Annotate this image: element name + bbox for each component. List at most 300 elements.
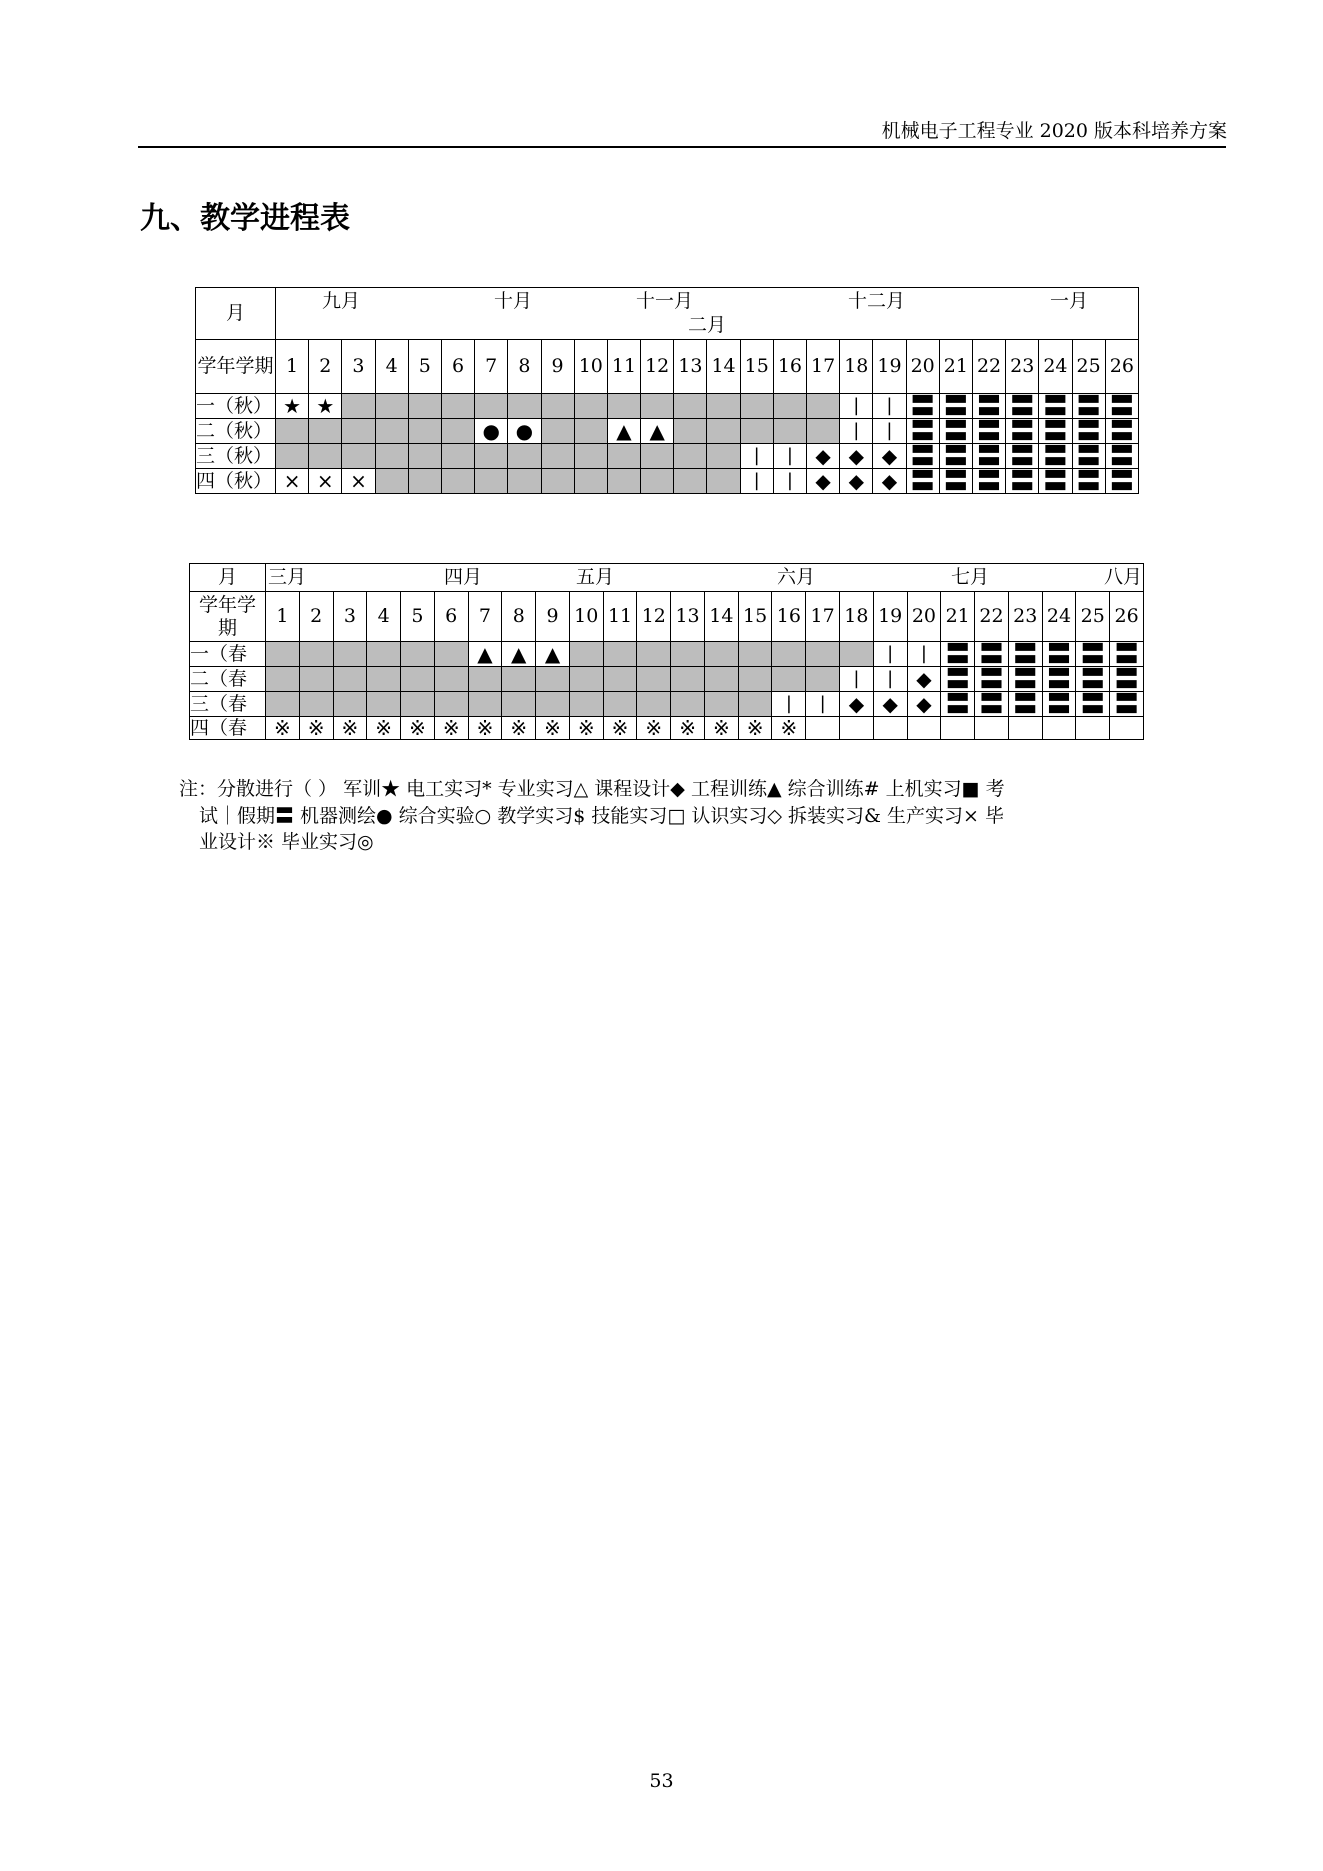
teaching-week-cell bbox=[603, 692, 637, 717]
week-number: 4 bbox=[375, 340, 408, 394]
week-number: 16 bbox=[773, 340, 806, 394]
vacation-mark: 〓 bbox=[972, 469, 1005, 494]
week-number: 9 bbox=[536, 592, 570, 642]
month-oct: 十月 bbox=[494, 290, 533, 312]
week-number: 7 bbox=[475, 340, 508, 394]
vacation-mark: 〓 bbox=[975, 692, 1009, 717]
teaching-week-cell bbox=[299, 692, 333, 717]
teaching-week-cell bbox=[574, 394, 607, 419]
teaching-week-cell bbox=[574, 469, 607, 494]
activity-mark: ◆ bbox=[840, 692, 874, 717]
empty-cell bbox=[1042, 717, 1076, 740]
week-number: 9 bbox=[541, 340, 574, 394]
vacation-mark: 〓 bbox=[1076, 692, 1110, 717]
term-label: 二（秋） bbox=[196, 419, 276, 444]
legend-line: 业设计※ 毕业实习◎ bbox=[199, 831, 374, 853]
teaching-week-cell bbox=[707, 419, 740, 444]
teaching-week-cell bbox=[536, 667, 570, 692]
week-number: 17 bbox=[806, 592, 840, 642]
exam-mark: | bbox=[840, 667, 874, 692]
month-feb: 二月 bbox=[688, 314, 727, 336]
legend-line: 注：分散进行（ ） 军训★ 电工实习* 专业实习△ 课程设计◆ 工程训练▲ 综合训练# 上机实习■ 考 bbox=[179, 778, 1005, 800]
empty-cell bbox=[1008, 717, 1042, 740]
week-number: 3 bbox=[342, 340, 375, 394]
vacation-mark: 〓 bbox=[972, 394, 1005, 419]
legend-line: 试｜假期〓 机器测绘● 综合实验○ 教学实习$ 技能实习□ 认识实习◇ 拆装实习& 生产实习× 毕 bbox=[199, 804, 1004, 827]
vacation-mark: 〓 bbox=[1039, 469, 1072, 494]
activity-mark: ※ bbox=[434, 717, 468, 740]
week-number: 4 bbox=[367, 592, 401, 642]
week-number: 15 bbox=[740, 340, 773, 394]
month-jul: 七月 bbox=[951, 566, 990, 588]
week-number: 26 bbox=[1105, 340, 1138, 394]
month-may: 五月 bbox=[576, 566, 615, 588]
week-number: 12 bbox=[641, 340, 674, 394]
activity-mark: ※ bbox=[671, 717, 705, 740]
week-number: 14 bbox=[704, 592, 738, 642]
teaching-week-cell bbox=[707, 394, 740, 419]
activity-mark: × bbox=[309, 469, 342, 494]
vacation-mark: 〓 bbox=[1076, 642, 1110, 667]
activity-mark: ※ bbox=[333, 717, 367, 740]
section-title: 九、教学进程表 bbox=[140, 201, 350, 236]
teaching-week-cell bbox=[408, 469, 441, 494]
week-number: 21 bbox=[941, 592, 975, 642]
activity-mark: ※ bbox=[536, 717, 570, 740]
teaching-week-cell bbox=[375, 469, 408, 494]
vacation-mark: 〓 bbox=[906, 444, 939, 469]
week-number: 19 bbox=[873, 592, 907, 642]
activity-mark: ※ bbox=[401, 717, 435, 740]
vacation-mark: 〓 bbox=[906, 469, 939, 494]
exam-mark: | bbox=[907, 642, 941, 667]
teaching-week-cell bbox=[508, 444, 541, 469]
teaching-week-cell bbox=[704, 692, 738, 717]
empty-cell bbox=[975, 717, 1009, 740]
vacation-mark: 〓 bbox=[1039, 419, 1072, 444]
week-number: 5 bbox=[401, 592, 435, 642]
teaching-week-cell bbox=[607, 444, 640, 469]
month-mar: 三月 bbox=[268, 566, 307, 588]
teaching-week-cell bbox=[475, 444, 508, 469]
teaching-week-cell bbox=[569, 642, 603, 667]
activity-mark: ※ bbox=[367, 717, 401, 740]
teaching-week-cell bbox=[740, 394, 773, 419]
teaching-week-cell bbox=[603, 667, 637, 692]
teaching-week-cell bbox=[773, 394, 806, 419]
vacation-mark: 〓 bbox=[972, 419, 1005, 444]
term-row bbox=[196, 419, 1139, 444]
teaching-week-cell bbox=[401, 642, 435, 667]
teaching-week-cell bbox=[266, 692, 300, 717]
teaching-week-cell bbox=[408, 444, 441, 469]
activity-mark: ※ bbox=[603, 717, 637, 740]
week-number: 1 bbox=[276, 340, 309, 394]
teaching-week-cell bbox=[266, 642, 300, 667]
week-number: 6 bbox=[434, 592, 468, 642]
vacation-mark: 〓 bbox=[1039, 444, 1072, 469]
activity-mark: ★ bbox=[309, 394, 342, 419]
vacation-mark: 〓 bbox=[1008, 667, 1042, 692]
teaching-week-cell bbox=[641, 444, 674, 469]
week-number: 14 bbox=[707, 340, 740, 394]
week-number: 5 bbox=[408, 340, 441, 394]
week-number: 25 bbox=[1076, 592, 1110, 642]
vacation-mark: 〓 bbox=[1006, 469, 1039, 494]
empty-cell bbox=[873, 717, 907, 740]
activity-mark: ※ bbox=[502, 717, 536, 740]
activity-mark: ▲ bbox=[607, 419, 640, 444]
teaching-week-cell bbox=[671, 667, 705, 692]
exam-mark: | bbox=[873, 394, 906, 419]
term-header: 学年学期 bbox=[196, 340, 276, 394]
teaching-week-cell bbox=[299, 642, 333, 667]
teaching-week-cell bbox=[637, 667, 671, 692]
empty-cell bbox=[907, 717, 941, 740]
empty-cell bbox=[840, 717, 874, 740]
teaching-week-cell bbox=[434, 692, 468, 717]
teaching-week-cell bbox=[367, 692, 401, 717]
page-header: 机械电子工程专业 2020 版本科培养方案 bbox=[881, 120, 1227, 142]
teaching-week-cell bbox=[468, 692, 502, 717]
exam-mark: | bbox=[740, 469, 773, 494]
exam-mark: | bbox=[772, 692, 806, 717]
teaching-week-cell bbox=[401, 692, 435, 717]
activity-mark: ※ bbox=[468, 717, 502, 740]
activity-mark: ▲ bbox=[502, 642, 536, 667]
vacation-mark: 〓 bbox=[1105, 419, 1138, 444]
vacation-mark: 〓 bbox=[1076, 667, 1110, 692]
activity-mark: ★ bbox=[276, 394, 309, 419]
week-number: 21 bbox=[939, 340, 972, 394]
vacation-mark: 〓 bbox=[1039, 394, 1072, 419]
teaching-week-cell bbox=[508, 469, 541, 494]
teaching-week-cell bbox=[441, 419, 474, 444]
teaching-week-cell bbox=[536, 692, 570, 717]
week-number: 7 bbox=[468, 592, 502, 642]
week-number: 10 bbox=[574, 340, 607, 394]
vacation-mark: 〓 bbox=[1042, 667, 1076, 692]
week-number: 13 bbox=[674, 340, 707, 394]
vacation-mark: 〓 bbox=[1008, 692, 1042, 717]
legend-note bbox=[179, 776, 1139, 856]
teaching-week-cell bbox=[807, 394, 840, 419]
activity-mark: ※ bbox=[266, 717, 300, 740]
teaching-week-cell bbox=[641, 469, 674, 494]
teaching-week-cell bbox=[541, 419, 574, 444]
vacation-mark: 〓 bbox=[975, 642, 1009, 667]
teaching-week-cell bbox=[707, 469, 740, 494]
vacation-mark: 〓 bbox=[939, 394, 972, 419]
exam-mark: | bbox=[773, 469, 806, 494]
teaching-week-cell bbox=[375, 419, 408, 444]
week-number: 22 bbox=[972, 340, 1005, 394]
teaching-week-cell bbox=[574, 419, 607, 444]
month-jan: 一月 bbox=[1050, 290, 1089, 312]
vacation-mark: 〓 bbox=[1110, 692, 1144, 717]
vacation-mark: 〓 bbox=[1072, 394, 1105, 419]
month-sep: 九月 bbox=[322, 290, 361, 312]
term-row bbox=[196, 469, 1139, 494]
week-number: 24 bbox=[1039, 340, 1072, 394]
teaching-week-cell bbox=[375, 444, 408, 469]
teaching-week-cell bbox=[468, 667, 502, 692]
activity-mark: ◆ bbox=[873, 692, 907, 717]
header-rule bbox=[138, 146, 1226, 148]
week-number: 18 bbox=[840, 592, 874, 642]
term-label: 四（秋） bbox=[196, 469, 276, 494]
teaching-week-cell bbox=[569, 667, 603, 692]
teaching-week-cell bbox=[807, 419, 840, 444]
week-number: 26 bbox=[1110, 592, 1144, 642]
vacation-mark: 〓 bbox=[939, 419, 972, 444]
vacation-mark: 〓 bbox=[1072, 444, 1105, 469]
week-number: 16 bbox=[772, 592, 806, 642]
month-label: 月 bbox=[190, 564, 266, 592]
teaching-week-cell bbox=[637, 692, 671, 717]
spring-schedule-table bbox=[189, 563, 1144, 740]
vacation-mark: 〓 bbox=[1008, 642, 1042, 667]
vacation-mark: 〓 bbox=[1042, 642, 1076, 667]
teaching-week-cell bbox=[276, 419, 309, 444]
week-number: 3 bbox=[333, 592, 367, 642]
empty-cell bbox=[941, 717, 975, 740]
vacation-mark: 〓 bbox=[1105, 394, 1138, 419]
activity-mark: × bbox=[342, 469, 375, 494]
vacation-mark: 〓 bbox=[939, 444, 972, 469]
teaching-week-cell bbox=[333, 692, 367, 717]
month-nov: 十一月 bbox=[636, 290, 694, 312]
vacation-mark: 〓 bbox=[975, 667, 1009, 692]
teaching-week-cell bbox=[806, 667, 840, 692]
teaching-week-cell bbox=[266, 667, 300, 692]
teaching-week-cell bbox=[772, 667, 806, 692]
teaching-week-cell bbox=[342, 444, 375, 469]
teaching-week-cell bbox=[276, 444, 309, 469]
exam-mark: | bbox=[806, 692, 840, 717]
term-label: 三（秋） bbox=[196, 444, 276, 469]
vacation-mark: 〓 bbox=[1006, 394, 1039, 419]
vacation-mark: 〓 bbox=[906, 394, 939, 419]
teaching-week-cell bbox=[806, 642, 840, 667]
term-row bbox=[190, 667, 1144, 692]
vacation-mark: 〓 bbox=[941, 692, 975, 717]
teaching-week-cell bbox=[367, 642, 401, 667]
empty-cell bbox=[1076, 717, 1110, 740]
teaching-week-cell bbox=[541, 469, 574, 494]
exam-mark: | bbox=[840, 419, 873, 444]
week-number: 2 bbox=[309, 340, 342, 394]
teaching-week-cell bbox=[441, 394, 474, 419]
teaching-week-cell bbox=[541, 394, 574, 419]
exam-mark: | bbox=[873, 667, 907, 692]
teaching-week-cell bbox=[840, 642, 874, 667]
week-number: 15 bbox=[738, 592, 772, 642]
month-apr: 四月 bbox=[444, 566, 483, 588]
exam-mark: | bbox=[773, 444, 806, 469]
term-label: 二（春 bbox=[190, 667, 266, 692]
teaching-week-cell bbox=[333, 667, 367, 692]
teaching-week-cell bbox=[773, 419, 806, 444]
teaching-week-cell bbox=[574, 444, 607, 469]
teaching-week-cell bbox=[434, 667, 468, 692]
teaching-week-cell bbox=[707, 444, 740, 469]
vacation-mark: 〓 bbox=[1105, 469, 1138, 494]
week-number: 20 bbox=[907, 592, 941, 642]
week-number: 22 bbox=[975, 592, 1009, 642]
exam-mark: | bbox=[740, 444, 773, 469]
term-label: 一（秋） bbox=[196, 394, 276, 419]
vacation-mark: 〓 bbox=[972, 444, 1005, 469]
teaching-week-cell bbox=[740, 419, 773, 444]
week-number: 12 bbox=[637, 592, 671, 642]
teaching-week-cell bbox=[541, 444, 574, 469]
month-aug: 八月 bbox=[1104, 566, 1143, 588]
term-label: 三（春 bbox=[190, 692, 266, 717]
teaching-week-cell bbox=[671, 642, 705, 667]
teaching-week-cell bbox=[441, 469, 474, 494]
vacation-mark: 〓 bbox=[1072, 419, 1105, 444]
week-number: 11 bbox=[607, 340, 640, 394]
teaching-week-cell bbox=[401, 667, 435, 692]
empty-cell bbox=[1110, 717, 1144, 740]
teaching-week-cell bbox=[704, 642, 738, 667]
term-row bbox=[190, 642, 1144, 667]
week-number: 8 bbox=[508, 340, 541, 394]
week-number: 13 bbox=[671, 592, 705, 642]
activity-mark: ● bbox=[508, 419, 541, 444]
term-row bbox=[190, 717, 1144, 740]
exam-mark: | bbox=[840, 394, 873, 419]
term-header: 学年学期 bbox=[190, 592, 266, 642]
teaching-week-cell bbox=[637, 642, 671, 667]
vacation-mark: 〓 bbox=[1006, 444, 1039, 469]
teaching-week-cell bbox=[309, 444, 342, 469]
activity-mark: × bbox=[276, 469, 309, 494]
week-number: 10 bbox=[569, 592, 603, 642]
activity-mark: ▲ bbox=[536, 642, 570, 667]
vacation-mark: 〓 bbox=[1072, 469, 1105, 494]
activity-mark: ◆ bbox=[807, 444, 840, 469]
teaching-week-cell bbox=[607, 469, 640, 494]
teaching-week-cell bbox=[502, 692, 536, 717]
teaching-week-cell bbox=[475, 469, 508, 494]
teaching-week-cell bbox=[674, 444, 707, 469]
week-number: 1 bbox=[266, 592, 300, 642]
week-number: 11 bbox=[603, 592, 637, 642]
activity-mark: ◆ bbox=[873, 469, 906, 494]
week-number: 8 bbox=[502, 592, 536, 642]
month-header bbox=[266, 564, 1143, 591]
month-label: 月 bbox=[196, 288, 276, 340]
vacation-mark: 〓 bbox=[1110, 667, 1144, 692]
activity-mark: ◆ bbox=[907, 667, 941, 692]
vacation-mark: 〓 bbox=[1042, 692, 1076, 717]
teaching-week-cell bbox=[367, 667, 401, 692]
week-number: 17 bbox=[807, 340, 840, 394]
teaching-week-cell bbox=[441, 444, 474, 469]
vacation-mark: 〓 bbox=[906, 419, 939, 444]
vacation-mark: 〓 bbox=[1110, 642, 1144, 667]
teaching-week-cell bbox=[508, 394, 541, 419]
week-number: 18 bbox=[840, 340, 873, 394]
week-number: 6 bbox=[441, 340, 474, 394]
term-label: 四（春 bbox=[190, 717, 266, 740]
teaching-week-cell bbox=[738, 692, 772, 717]
teaching-week-cell bbox=[408, 419, 441, 444]
exam-mark: | bbox=[873, 419, 906, 444]
activity-mark: ※ bbox=[299, 717, 333, 740]
activity-mark: ● bbox=[475, 419, 508, 444]
activity-mark: ◆ bbox=[840, 469, 873, 494]
month-jun: 六月 bbox=[777, 566, 816, 588]
vacation-mark: 〓 bbox=[941, 642, 975, 667]
week-number: 24 bbox=[1042, 592, 1076, 642]
teaching-week-cell bbox=[674, 394, 707, 419]
vacation-mark: 〓 bbox=[939, 469, 972, 494]
teaching-week-cell bbox=[299, 667, 333, 692]
exam-mark: | bbox=[873, 642, 907, 667]
term-row bbox=[196, 394, 1139, 419]
teaching-week-cell bbox=[408, 394, 441, 419]
teaching-week-cell bbox=[603, 642, 637, 667]
week-number: 20 bbox=[906, 340, 939, 394]
vacation-mark: 〓 bbox=[1006, 419, 1039, 444]
vacation-mark: 〓 bbox=[1105, 444, 1138, 469]
activity-mark: ※ bbox=[569, 717, 603, 740]
week-number: 25 bbox=[1072, 340, 1105, 394]
activity-mark: ◆ bbox=[807, 469, 840, 494]
activity-mark: ◆ bbox=[873, 444, 906, 469]
teaching-week-cell bbox=[674, 469, 707, 494]
autumn-schedule-table bbox=[195, 287, 1139, 494]
teaching-week-cell bbox=[772, 642, 806, 667]
teaching-week-cell bbox=[704, 667, 738, 692]
teaching-week-cell bbox=[333, 642, 367, 667]
activity-mark: ※ bbox=[738, 717, 772, 740]
activity-mark: ▲ bbox=[641, 419, 674, 444]
teaching-week-cell bbox=[671, 692, 705, 717]
month-header bbox=[276, 288, 1138, 339]
month-dec: 十二月 bbox=[848, 290, 906, 312]
term-row bbox=[190, 692, 1144, 717]
teaching-week-cell bbox=[434, 642, 468, 667]
teaching-week-cell bbox=[641, 394, 674, 419]
activity-mark: ※ bbox=[637, 717, 671, 740]
week-number: 2 bbox=[299, 592, 333, 642]
teaching-week-cell bbox=[569, 692, 603, 717]
teaching-week-cell bbox=[738, 667, 772, 692]
teaching-week-cell bbox=[475, 394, 508, 419]
activity-mark: ▲ bbox=[468, 642, 502, 667]
teaching-week-cell bbox=[738, 642, 772, 667]
activity-mark: ◆ bbox=[907, 692, 941, 717]
week-number: 23 bbox=[1008, 592, 1042, 642]
teaching-week-cell bbox=[607, 394, 640, 419]
week-number: 19 bbox=[873, 340, 906, 394]
teaching-week-cell bbox=[674, 419, 707, 444]
empty-cell bbox=[806, 717, 840, 740]
activity-mark: ※ bbox=[704, 717, 738, 740]
teaching-week-cell bbox=[342, 394, 375, 419]
teaching-week-cell bbox=[375, 394, 408, 419]
week-number: 23 bbox=[1006, 340, 1039, 394]
teaching-week-cell bbox=[502, 667, 536, 692]
teaching-week-cell bbox=[309, 419, 342, 444]
term-label: 一（春 bbox=[190, 642, 266, 667]
teaching-week-cell bbox=[342, 419, 375, 444]
vacation-mark: 〓 bbox=[941, 667, 975, 692]
